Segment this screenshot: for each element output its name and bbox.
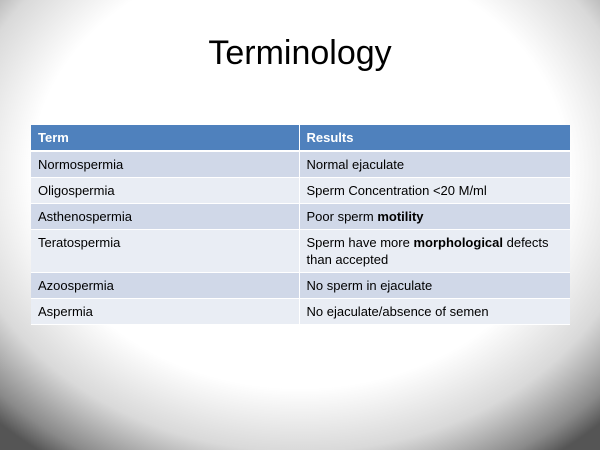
result-cell [299, 204, 570, 230]
result-text: Poor sperm [306, 209, 378, 224]
result-text: Normal ejaculate [306, 157, 405, 172]
result-cell [299, 299, 570, 325]
result-text: Sperm Concentration <20 M/ml [306, 183, 487, 198]
result-cell [299, 273, 570, 299]
slide-title: Terminology [208, 34, 392, 72]
result-cell [299, 151, 570, 178]
table-row [31, 178, 570, 204]
terminology-table [31, 125, 570, 325]
table-header-row [31, 125, 570, 151]
header-results: Results [299, 125, 570, 151]
result-cell [299, 230, 570, 273]
table-row [31, 230, 570, 273]
result-text-tail: defects than accepted [306, 235, 549, 267]
term-cell: Asthenospermia [31, 204, 299, 230]
result-text: No sperm in ejaculate [306, 278, 433, 293]
table-row [31, 299, 570, 325]
term-cell: Oligospermia [31, 178, 299, 204]
term-cell: Azoospermia [31, 273, 299, 299]
result-text: No ejaculate/absence of semen [306, 304, 489, 319]
result-text: Sperm have more [306, 235, 414, 250]
header-term: Term [31, 125, 299, 151]
result-cell [299, 178, 570, 204]
term-cell: Teratospermia [31, 230, 299, 273]
table-row [31, 151, 570, 178]
table-row [31, 204, 570, 230]
table-row [31, 273, 570, 299]
result-emphasis: morphological [413, 235, 503, 250]
term-cell: Normospermia [31, 151, 299, 178]
term-cell: Aspermia [31, 299, 299, 325]
result-emphasis: motility [377, 209, 424, 224]
